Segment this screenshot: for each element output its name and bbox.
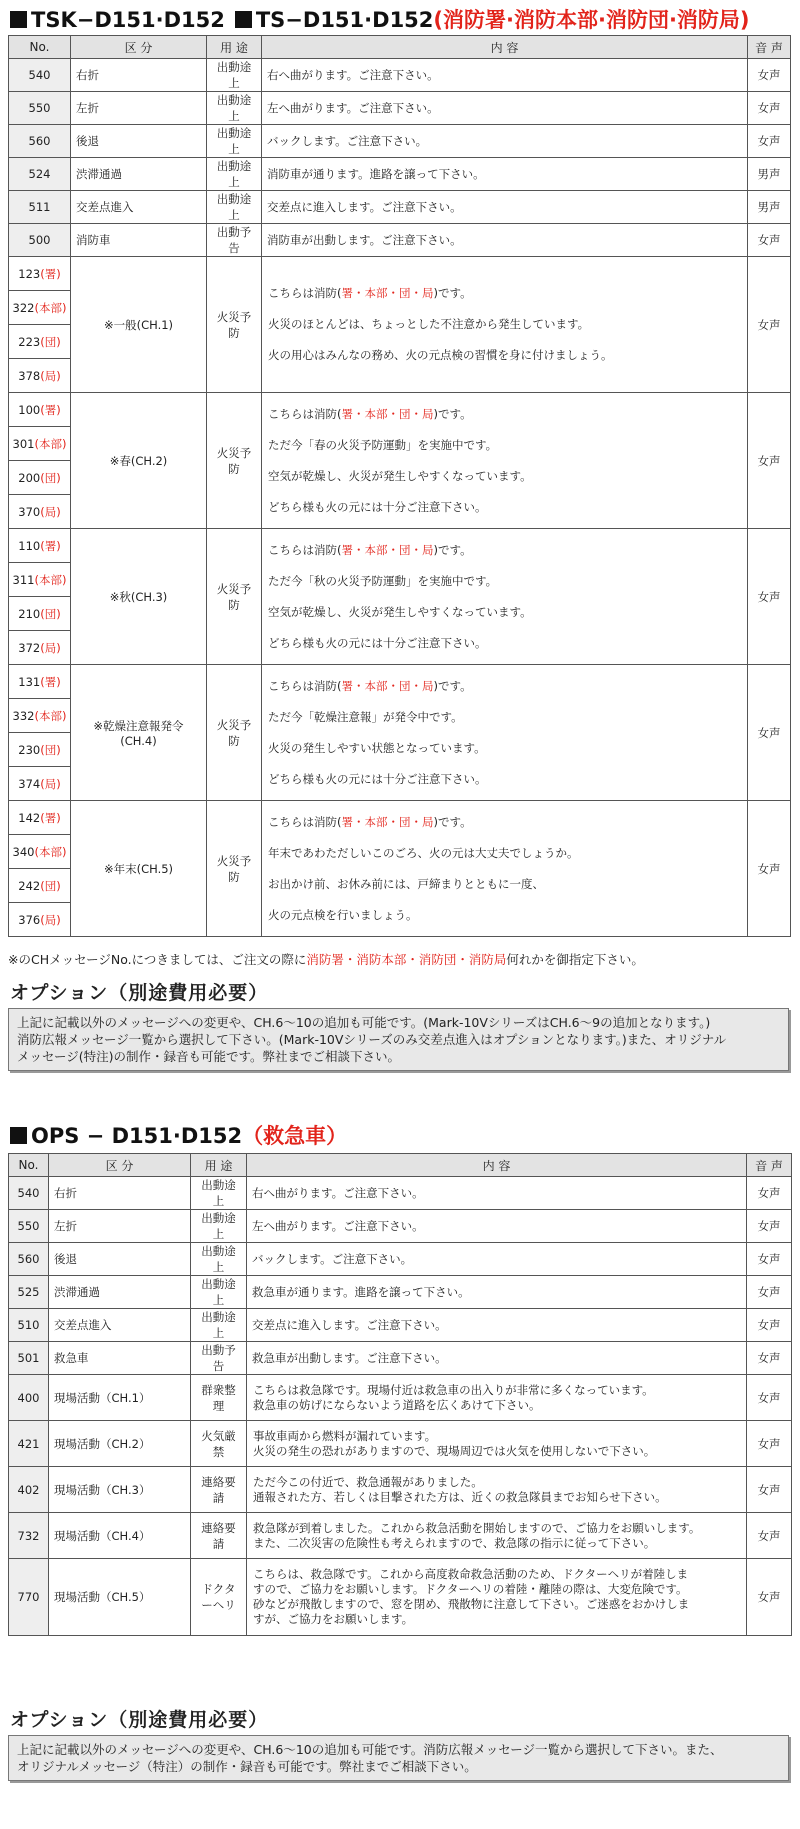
table-row (9, 224, 791, 257)
table-row (9, 1309, 792, 1342)
cell-kubun: 後退 (71, 125, 207, 158)
message-number: 376 (18, 912, 41, 927)
table-row (9, 1342, 792, 1375)
message-number: 100 (18, 402, 41, 417)
cell-yoto: 出動予告 (191, 1342, 247, 1375)
cell-naiyo (262, 529, 748, 665)
cell-no (9, 461, 71, 495)
message-line (268, 535, 741, 566)
section2-title-suffix: （救急車） (242, 1124, 348, 1148)
message-number: 311 (12, 572, 35, 587)
station-type: (本部) (34, 844, 67, 859)
message-line (268, 399, 741, 430)
message-number: 110 (18, 538, 41, 553)
intro-text: こちらは消防( (268, 286, 342, 300)
cell-no (9, 495, 71, 529)
cell-yoto: 出動予告 (207, 224, 262, 257)
station-variants: 署・本部・団・局 (341, 678, 434, 693)
cell-naiyo (247, 1559, 747, 1636)
table-row (9, 1559, 792, 1636)
intro-text: )です。 (433, 678, 472, 693)
cell-yoto: 火災予防 (207, 529, 262, 665)
table-row (9, 92, 791, 125)
cell-no: 524 (9, 158, 71, 191)
header-no: No. (9, 1154, 49, 1177)
cell-naiyo (247, 1210, 747, 1243)
cell-onsei: 女声 (747, 1243, 792, 1276)
cell-onsei: 男声 (748, 191, 791, 224)
table-row (9, 393, 791, 427)
station-type: (団) (40, 606, 61, 621)
cell-onsei: 女声 (748, 257, 791, 393)
cell-kubun: 後退 (49, 1243, 191, 1276)
cell-no (9, 427, 71, 461)
cell-no: 560 (9, 125, 71, 158)
message-number: 370 (18, 504, 41, 519)
cell-no (9, 767, 71, 801)
message-number: 230 (18, 742, 41, 757)
cell-naiyo (262, 257, 748, 393)
message-line: 空気が乾燥し、火災が発生しやすくなっています。 (268, 468, 532, 483)
cell-yoto: 火災予防 (207, 665, 262, 801)
cell-naiyo (247, 1309, 747, 1342)
cell-kubun: 渋滞通過 (71, 158, 207, 191)
cell-no (9, 699, 71, 733)
message-line: ただ今「春の火災予防運動」を実施中です。 (268, 437, 498, 452)
header-onsei: 音 声 (747, 1154, 792, 1177)
cell-onsei: 女声 (747, 1559, 792, 1636)
message-line: 救急車が出動します。ご注意下さい。 (252, 1351, 447, 1365)
cell-kubun: ※秋(CH.3) (71, 529, 207, 665)
message-number: 210 (18, 606, 41, 621)
message-line: どちら様も火の元には十分ご注意下さい。 (268, 771, 487, 786)
cell-kubun: 右折 (49, 1177, 191, 1210)
cell-naiyo (247, 1467, 747, 1513)
station-type: (本部) (34, 436, 67, 451)
message-line: ただ今「秋の火災予防運動」を実施中です。 (268, 573, 498, 588)
section1-option-title: オプション（別途費用必要） (10, 982, 269, 1004)
cell-kubun: ※春(CH.2) (71, 393, 207, 529)
message-line: どちら様も火の元には十分ご注意下さい。 (268, 499, 487, 514)
cell-onsei: 女声 (747, 1467, 792, 1513)
message-line: 空気が乾燥し、火災が発生しやすくなっています。 (268, 604, 532, 619)
message-line: 救急隊が到着しました。これから救急活動を開始しますので、ご協力をお願いします。 (253, 1520, 701, 1535)
cell-naiyo (247, 1513, 747, 1559)
cell-no: 732 (9, 1513, 49, 1559)
station-type: (局) (40, 912, 61, 927)
table-row (9, 665, 791, 699)
cell-no: 402 (9, 1467, 49, 1513)
ch-note: ※のCHメッセージNo.につきましては、ご注文の際に消防署・消防本部・消防団・消防局何れかを御指定下さい。 (8, 952, 644, 967)
station-type: (団) (40, 470, 61, 485)
cell-no (9, 801, 71, 835)
cell-no: 421 (9, 1421, 49, 1467)
message-line (268, 671, 741, 702)
station-type: (局) (40, 368, 61, 383)
message-line: すが、ご協力をお願いします。 (253, 1612, 414, 1626)
cell-kubun: 現場活動（CH.5） (49, 1559, 191, 1636)
message-line: また、二次災害の危険性も考えられますので、救急隊の指示に従って下さい。 (253, 1535, 656, 1550)
message-line: 火災のほとんどは、ちょっとした不注意から発生しています。 (268, 317, 590, 331)
message-line: こちらは救急隊です。現場付近は救急車の出入りが非常に多くなっています。 (253, 1382, 654, 1397)
station-variants: 署・本部・団・局 (341, 406, 434, 421)
cell-kubun: 現場活動（CH.1） (49, 1375, 191, 1421)
cell-kubun: 交差点進入 (49, 1309, 191, 1342)
cell-onsei: 女声 (747, 1177, 792, 1210)
cell-naiyo (262, 665, 748, 801)
cell-no: 501 (9, 1342, 49, 1375)
cell-kubun: 渋滞通過 (49, 1276, 191, 1309)
cell-kubun: 現場活動（CH.2） (49, 1421, 191, 1467)
cell-yoto: 火災予防 (207, 257, 262, 393)
cell-kubun: ※一般(CH.1) (71, 257, 207, 393)
intro-text: )です。 (433, 406, 472, 421)
message-line: 救急車の妨げにならないよう道路を広くあけて下さい。 (253, 1397, 541, 1412)
message-line: 事故車両から燃料が漏れています。 (253, 1428, 437, 1443)
cell-yoto: 出動途上 (207, 158, 262, 191)
cell-kubun: ※年末(CH.5) (71, 801, 207, 937)
cell-yoto: 火災予防 (207, 801, 262, 937)
station-type: (本部) (34, 708, 67, 723)
cell-kubun: 左折 (71, 92, 207, 125)
cell-no: 510 (9, 1309, 49, 1342)
intro-text: )です。 (433, 542, 472, 557)
section2-title: OPS − D151·D152（救急車） (10, 1120, 347, 1150)
station-type: (局) (40, 640, 61, 655)
section1-title: TSK−D151·D152 TS−D151·D152(消防署·消防本部·消防団·消防局) (10, 4, 750, 34)
message-number: 340 (12, 844, 35, 859)
station-type: (団) (40, 742, 61, 757)
table-row (9, 801, 791, 835)
message-line: こちらは、救急隊です。これから高度救命救急活動のため、ドクターヘリが着陸しま (253, 1567, 689, 1581)
station-type: (署) (40, 266, 61, 281)
cell-yoto: 出動途上 (207, 125, 262, 158)
station-type: (団) (40, 334, 61, 349)
section2-table (8, 1153, 792, 1636)
cell-naiyo: 消防車が通ります。進路を譲って下さい。 (262, 158, 748, 191)
cell-kubun: 左折 (49, 1210, 191, 1243)
section1-option-box: 上記に記載以外のメッセージへの変更や、CH.6〜10の追加も可能です。(Mark-10VシリーズはCH.6〜9の追加となります。) 消防広報メッセージ一覧から選択して下さい。(Mark-10Vシリーズのみ交差点進入はオプションとなります。)また、オリジナル メッセージ(特注)の制作・録音も可能です。弊社までご相談下さい。 (8, 1008, 789, 1071)
table-row (9, 257, 791, 291)
station-type: (団) (40, 878, 61, 893)
cell-naiyo: バックします。ご注意下さい。 (262, 125, 748, 158)
cell-yoto: 連絡要請 (191, 1513, 247, 1559)
cell-yoto: 出動途上 (191, 1210, 247, 1243)
message-number: 374 (18, 776, 41, 791)
cell-kubun: 現場活動（CH.3） (49, 1467, 191, 1513)
section2-option-box: 上記に記載以外のメッセージへの変更や、CH.6〜10の追加も可能です。消防広報メッセージ一覧から選択して下さい。また、 オリジナルメッセージ（特注）の制作・録音も可能です。弊社までご相談下さい。 (8, 1735, 789, 1781)
cell-onsei: 女声 (747, 1421, 792, 1467)
header-no: No. (9, 36, 71, 59)
cell-yoto: 出動途上 (191, 1309, 247, 1342)
table-row (9, 1276, 792, 1309)
table-row (9, 1243, 792, 1276)
message-number: 223 (18, 334, 41, 349)
message-line: 火の用心はみんなの務め、火の元点検の習慣を身に付けましょう。 (268, 348, 613, 362)
cell-onsei: 女声 (748, 801, 791, 937)
cell-naiyo (247, 1342, 747, 1375)
message-line: 砂などが飛散しますので、窓を閉め、飛散物に注意して下さい。ご迷惑をおかけしま (253, 1597, 690, 1611)
message-line (268, 278, 741, 309)
message-number: 378 (18, 368, 41, 383)
cell-no (9, 869, 71, 903)
cell-no: 525 (9, 1276, 49, 1309)
header-naiyo: 内 容 (247, 1154, 747, 1177)
cell-no (9, 835, 71, 869)
message-line: 救急車が通ります。進路を譲って下さい。 (252, 1285, 470, 1299)
message-number: 142 (18, 810, 41, 825)
table-row (9, 125, 791, 158)
intro-text: )です。 (433, 286, 472, 300)
header-onsei: 音 声 (748, 36, 791, 59)
message-line: 火災の発生の恐れがありますので、現場周辺では火気を使用しないで下さい。 (253, 1443, 656, 1458)
cell-no (9, 631, 71, 665)
station-type: (署) (40, 538, 61, 553)
cell-onsei: 女声 (748, 393, 791, 529)
cell-naiyo (247, 1375, 747, 1421)
cell-yoto: 群衆整理 (191, 1375, 247, 1421)
cell-yoto: 火災予防 (207, 393, 262, 529)
header-yoto: 用 途 (207, 36, 262, 59)
cell-kubun: 消防車 (71, 224, 207, 257)
station-type: (本部) (34, 300, 67, 315)
cell-no: 560 (9, 1243, 49, 1276)
message-line: 右へ曲がります。ご注意下さい。 (252, 1186, 424, 1200)
message-line: 年末であわただしいこのごろ、火の元は大丈夫でしょうか。 (268, 845, 579, 860)
cell-yoto: 出動途上 (191, 1276, 247, 1309)
cell-onsei: 女声 (747, 1309, 792, 1342)
table-header-row (9, 36, 791, 59)
station-type: (署) (40, 810, 61, 825)
cell-no (9, 393, 71, 427)
intro-text: こちらは消防( (268, 814, 342, 829)
message-number: 372 (18, 640, 41, 655)
message-number: 131 (18, 674, 41, 689)
cell-yoto: 出動途上 (191, 1243, 247, 1276)
cell-no (9, 665, 71, 699)
message-number: 242 (18, 878, 41, 893)
table-row (9, 191, 791, 224)
cell-kubun: ※乾燥注意報発令(CH.4) (71, 665, 207, 801)
cell-no: 550 (9, 1210, 49, 1243)
cell-yoto: 火気厳禁 (191, 1421, 247, 1467)
table-row (9, 1513, 792, 1559)
message-line: お出かけ前、お休み前には、戸締まりとともに一度、 (268, 876, 544, 891)
cell-no: 770 (9, 1559, 49, 1636)
cell-no (9, 733, 71, 767)
cell-no: 550 (9, 92, 71, 125)
cell-yoto: 出動途上 (191, 1177, 247, 1210)
header-naiyo: 内 容 (262, 36, 748, 59)
cell-onsei: 女声 (747, 1342, 792, 1375)
cell-no (9, 257, 71, 291)
table-row (9, 59, 791, 92)
message-number: 123 (18, 266, 41, 281)
message-line (268, 807, 741, 838)
station-variants: 署・本部・団・局 (341, 286, 434, 300)
cell-no (9, 529, 71, 563)
cell-onsei: 女声 (748, 529, 791, 665)
message-line: すので、ご協力をお願いします。ドクターヘリの着陸・離陸の際は、大変危険です。 (253, 1582, 688, 1596)
cell-naiyo: 交差点に進入します。ご注意下さい。 (262, 191, 748, 224)
cell-no (9, 903, 71, 937)
cell-no: 540 (9, 59, 71, 92)
table-row (9, 158, 791, 191)
intro-text: )です。 (433, 814, 472, 829)
cell-onsei: 女声 (748, 224, 791, 257)
cell-no: 511 (9, 191, 71, 224)
table-row (9, 529, 791, 563)
station-variants: 署・本部・団・局 (341, 542, 434, 557)
station-type: (局) (40, 776, 61, 791)
intro-text: こちらは消防( (268, 542, 342, 557)
cell-onsei: 女声 (748, 665, 791, 801)
cell-no (9, 563, 71, 597)
cell-kubun: 右折 (71, 59, 207, 92)
cell-yoto: 出動途上 (207, 191, 262, 224)
cell-naiyo: 右へ曲がります。ご注意下さい。 (262, 59, 748, 92)
cell-onsei: 女声 (748, 59, 791, 92)
cell-onsei: 男声 (748, 158, 791, 191)
cell-kubun: 救急車 (49, 1342, 191, 1375)
square-bullet-icon (10, 1127, 27, 1144)
cell-kubun: 交差点進入 (71, 191, 207, 224)
section2-option-title: オプション（別途費用必要） (10, 1709, 269, 1731)
section1-title-suffix: (消防署·消防本部·消防団·消防局) (433, 8, 750, 32)
cell-no (9, 597, 71, 631)
table-row (9, 1421, 792, 1467)
cell-onsei: 女声 (747, 1375, 792, 1421)
cell-yoto: 出動途上 (207, 92, 262, 125)
station-type: (署) (40, 402, 61, 417)
square-bullet-icon (10, 11, 27, 28)
cell-onsei: 女声 (747, 1513, 792, 1559)
cell-onsei: 女声 (748, 92, 791, 125)
cell-naiyo (262, 393, 748, 529)
table-row (9, 1177, 792, 1210)
message-line: どちら様も火の元には十分ご注意下さい。 (268, 635, 487, 650)
station-type: (局) (40, 504, 61, 519)
message-line: 火災の発生しやすい状態となっています。 (268, 740, 486, 755)
header-kubun: 区 分 (71, 36, 207, 59)
table-row (9, 1467, 792, 1513)
cell-onsei: 女声 (747, 1210, 792, 1243)
cell-naiyo: 左へ曲がります。ご注意下さい。 (262, 92, 748, 125)
cell-naiyo (247, 1421, 747, 1467)
message-line: 通報された方、若しくは目撃された方は、近くの救急隊員までお知らせ下さい。 (253, 1489, 667, 1504)
message-line: 火の元点検を行いましょう。 (268, 907, 418, 922)
station-type: (本部) (34, 572, 67, 587)
message-line: 左へ曲がります。ご注意下さい。 (252, 1219, 424, 1233)
table-row (9, 1375, 792, 1421)
message-line: バックします。ご注意下さい。 (252, 1252, 413, 1266)
cell-yoto: 出動途上 (207, 59, 262, 92)
message-line: ただ今「乾燥注意報」が発令中です。 (268, 709, 463, 724)
intro-text: こちらは消防( (268, 406, 342, 421)
message-number: 301 (12, 436, 35, 451)
cell-yoto: ドクターヘリ (191, 1559, 247, 1636)
station-variants: 署・本部・団・局 (341, 814, 434, 829)
message-number: 332 (12, 708, 35, 723)
message-number: 200 (18, 470, 41, 485)
cell-naiyo (247, 1177, 747, 1210)
header-kubun: 区 分 (49, 1154, 191, 1177)
cell-onsei: 女声 (748, 125, 791, 158)
cell-naiyo (247, 1276, 747, 1309)
cell-naiyo (247, 1243, 747, 1276)
cell-no (9, 291, 71, 325)
cell-kubun: 現場活動（CH.4） (49, 1513, 191, 1559)
cell-naiyo: 消防車が出動します。ご注意下さい。 (262, 224, 748, 257)
message-line: ただ今この付近で、救急通報がありました。 (253, 1474, 483, 1489)
header-yoto: 用 途 (191, 1154, 247, 1177)
cell-no: 500 (9, 224, 71, 257)
cell-no (9, 325, 71, 359)
cell-no: 540 (9, 1177, 49, 1210)
message-number: 322 (12, 300, 35, 315)
table-row (9, 1210, 792, 1243)
cell-no (9, 359, 71, 393)
message-line: 交差点に進入します。ご注意下さい。 (252, 1318, 447, 1332)
intro-text: こちらは消防( (268, 678, 342, 693)
cell-onsei: 女声 (747, 1276, 792, 1309)
station-type: (署) (40, 674, 61, 689)
cell-no: 400 (9, 1375, 49, 1421)
square-bullet-icon (235, 11, 252, 28)
section1-table (8, 35, 791, 937)
cell-naiyo (262, 801, 748, 937)
table-header-row (9, 1154, 792, 1177)
cell-yoto: 連絡要請 (191, 1467, 247, 1513)
